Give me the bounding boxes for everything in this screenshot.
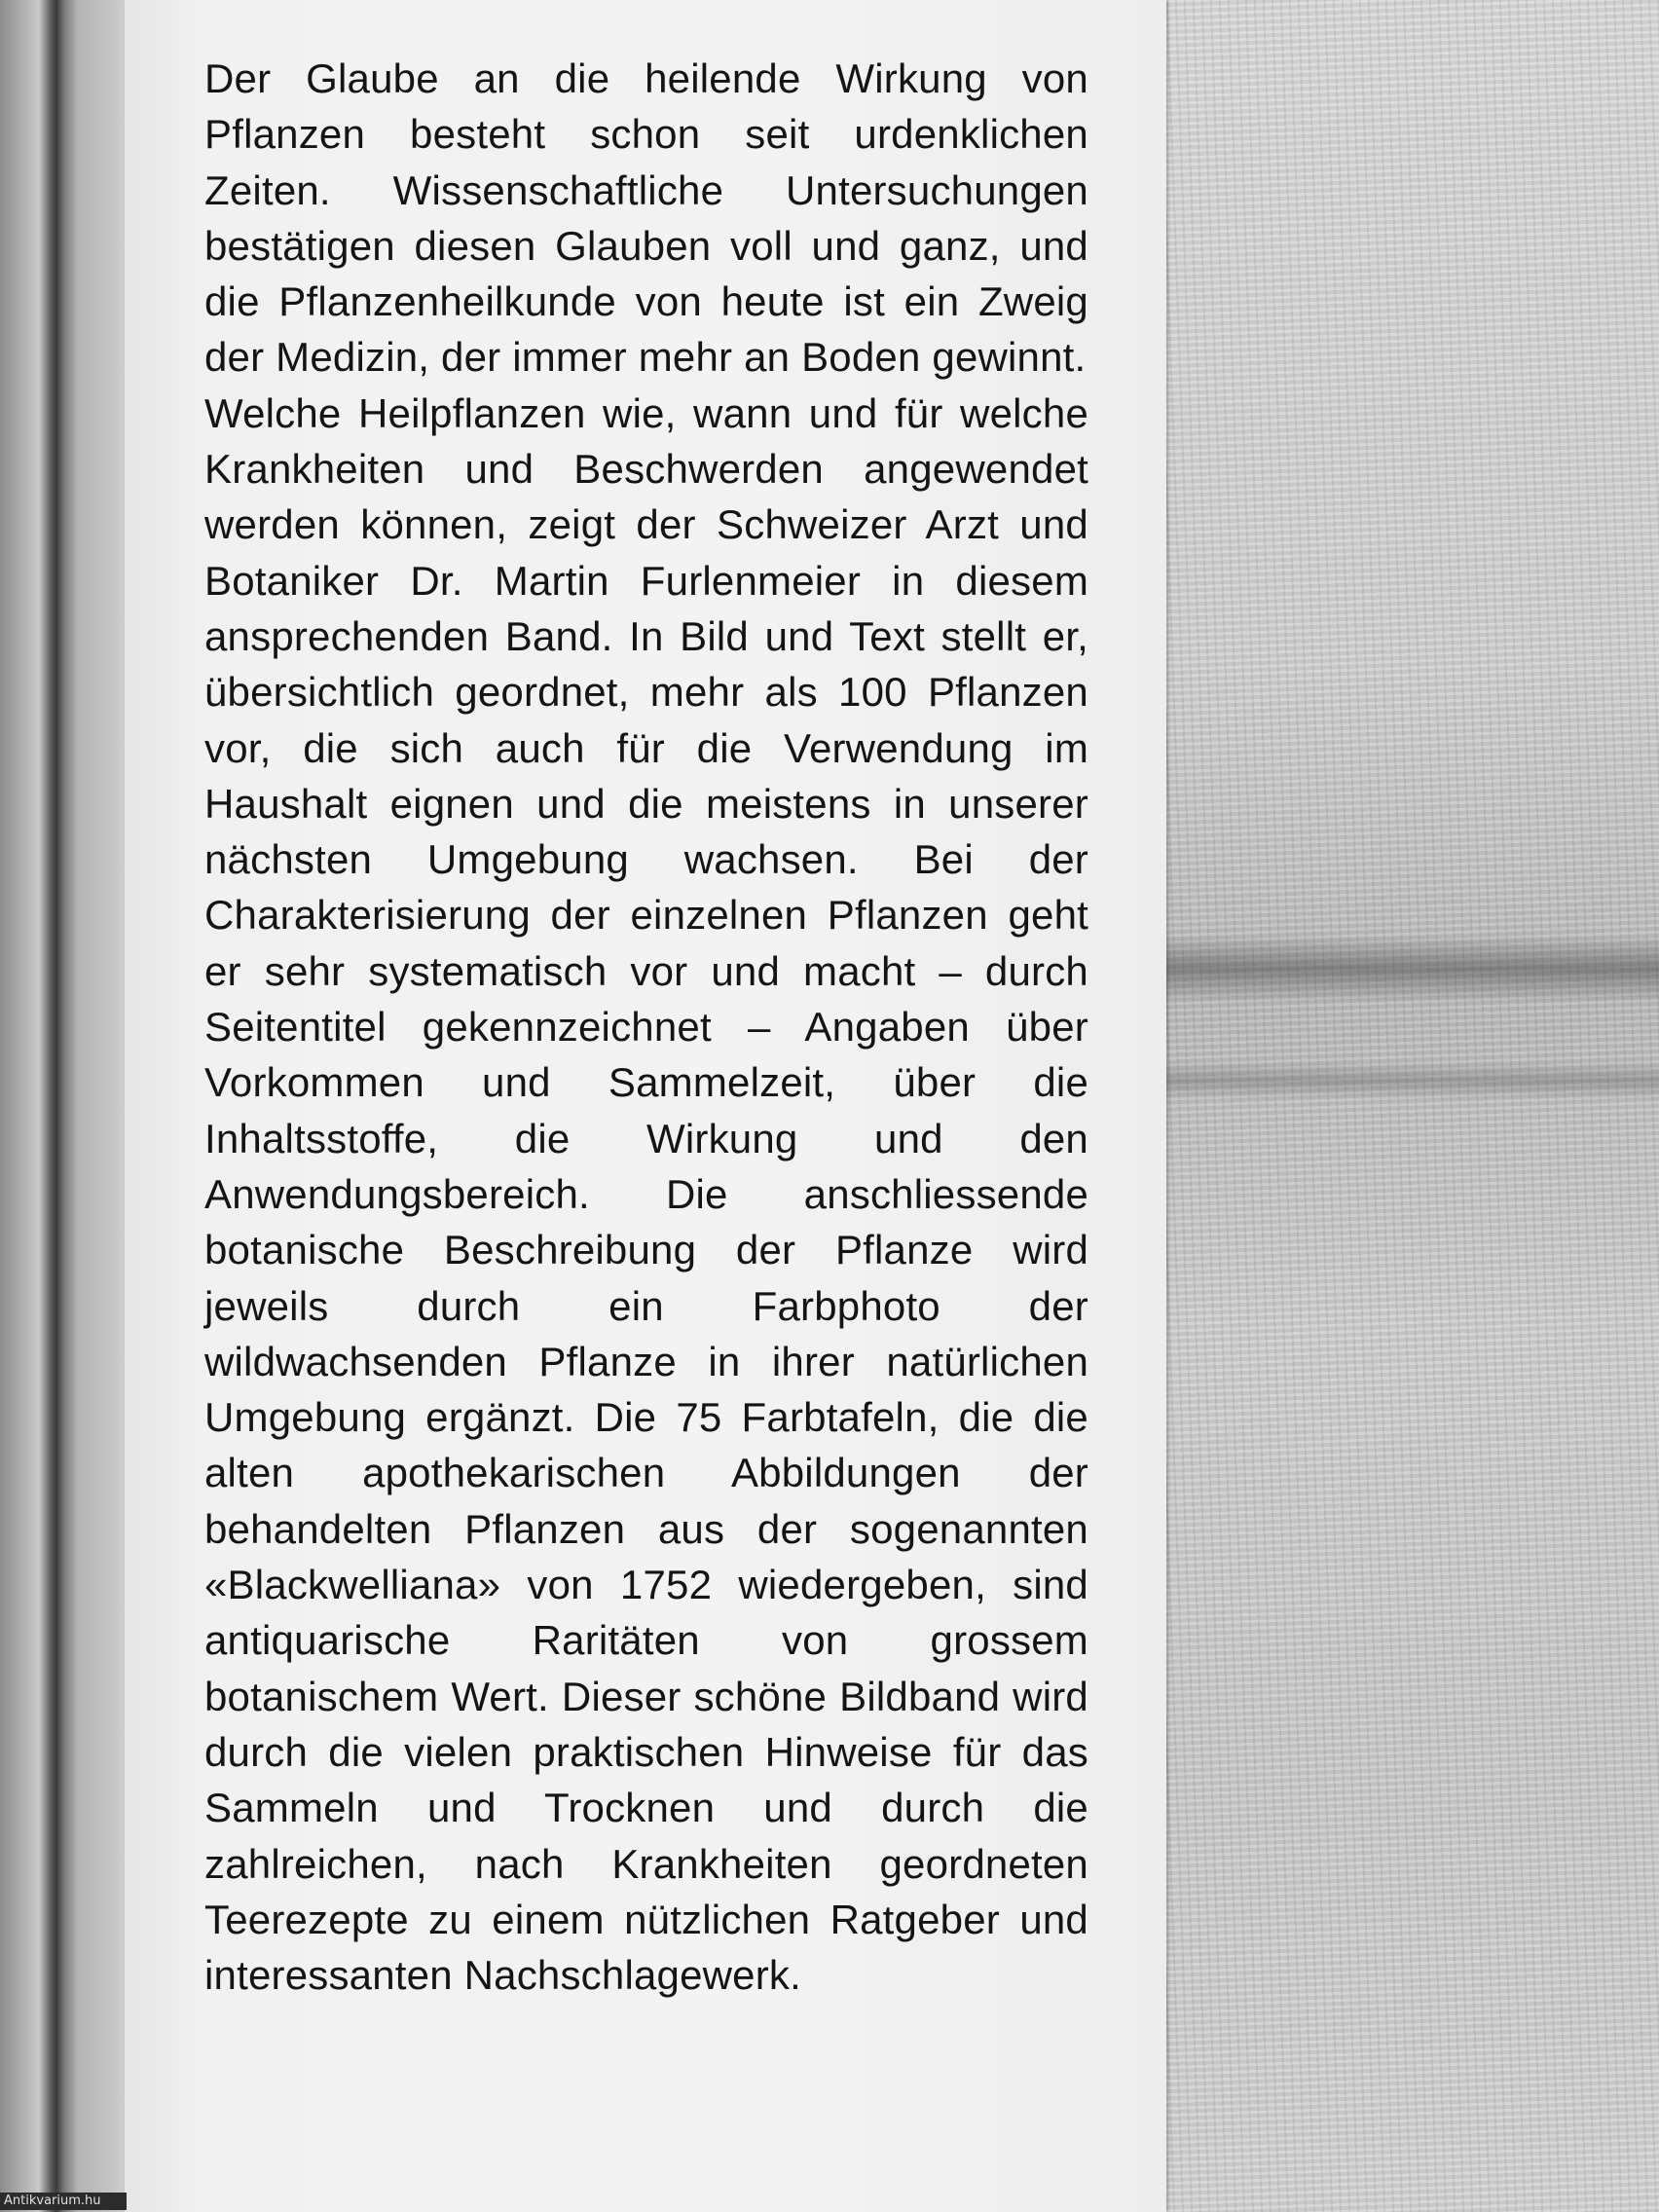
background-texture [1164,0,1659,2212]
paragraph-1: Der Glaube an die heilende Wirkung von Pflanzen besteht schon seit urdenklichen Zeiten. Wissenschaftliche Untersuchungen bestätigen diesen Glauben voll und ganz, und die Pflanzenheilkunde von heute ist ein Zweig der Medizin, der immer mehr an Boden gewinnt. [204,55,1088,381]
paragraph-2: Welche Heilpflanzen wie, wann und für welche Krankheiten und Beschwerden angewendet werden können, zeigt der Schweizer Arzt und Botaniker Dr. Martin Furlenmeier in diesem ansprechenden Band. In Bild und Text stellt er, übersichtlich geordnet, mehr als 100 Pflanzen vor, die sich auch für die Verwendung im Haushalt eignen und die meistens in unserer nächsten Umgebung wachsen. Bei der Charakterisierung der einzelnen Pflanzen geht er sehr systematisch vor und macht – durch Seitentitel gekennzeichnet – Angaben über Vorkommen und Sammelzeit, über die Inhaltsstoffe, die Wirkung und den Anwendungsbereich. Die anschliessende botanische Beschreibung der Pflanze wird jeweils durch ein Farbphoto der wildwachsenden Pflanze in ihrer natürlichen Umgebung ergänzt. Die 75 Farbtafeln, die die alten apothekarischen Abbildungen der behandelten Pflanzen aus der sogenannten «Blackwelliana» von 1752 wiedergeben, sind antiquarische Raritäten von grossem botanischem Wert. Dieser schöne Bildband wird durch die vielen praktischen Hinweise für das Sammeln und Trocknen und durch die zahlreichen, nach Krankheiten geordneten Teerezepte zu einem nützlichen Ratgeber und interessanten Nachschlagewerk. [204,389,1088,1999]
texture-fold [1164,935,1659,1003]
book-spine [0,0,127,2212]
paper-sheet [125,0,1166,2212]
watermark: Antikvarium.hu [0,2193,127,2210]
texture-fold [1164,1061,1659,1100]
blurb-text [204,51,1088,2003]
